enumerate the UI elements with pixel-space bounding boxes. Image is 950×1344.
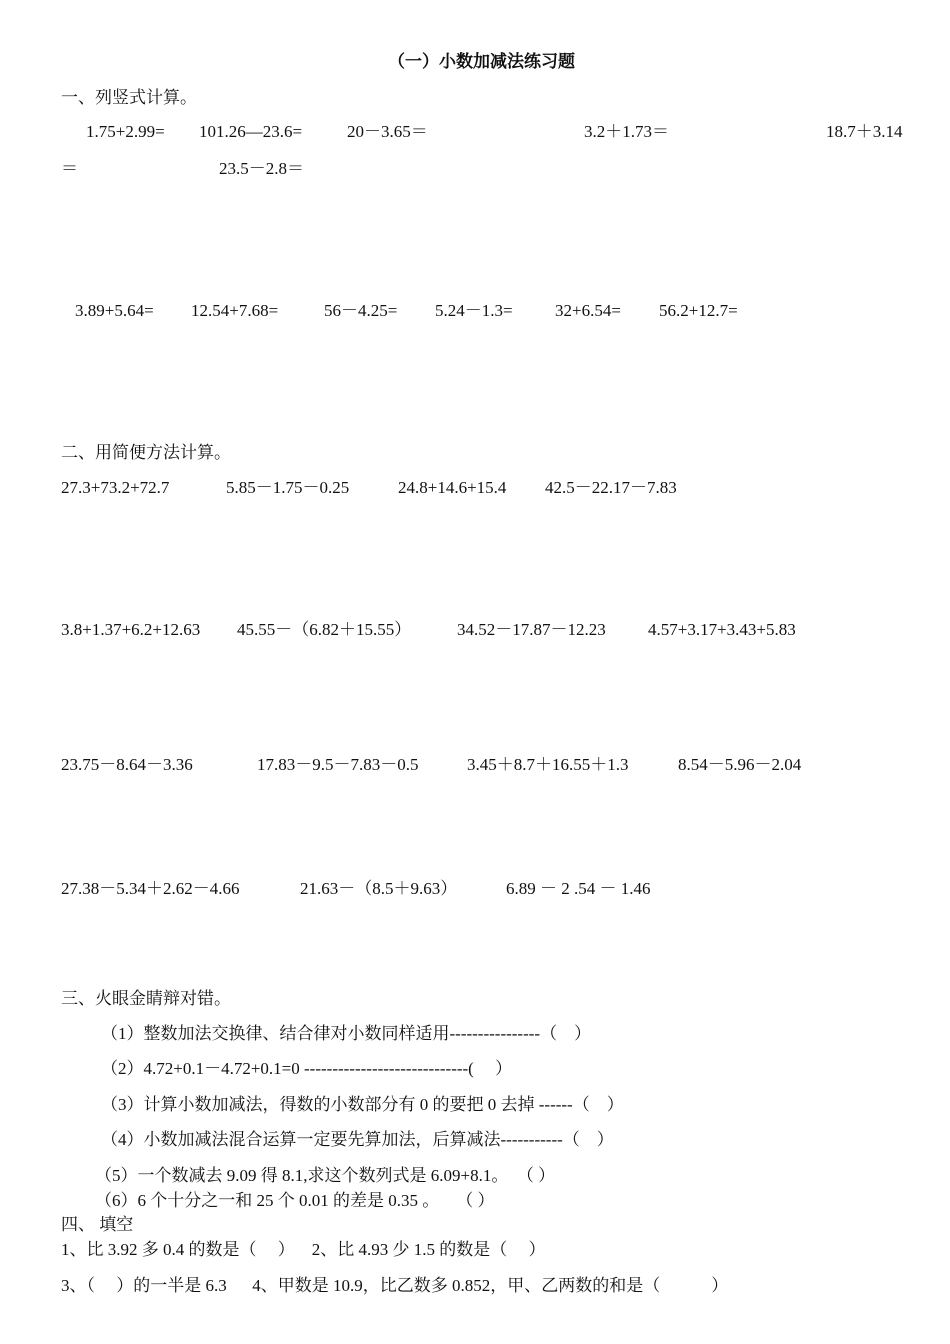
problem: 45.55－（6.82＋15.55） bbox=[237, 620, 412, 639]
true-false-item: （5）一个数减去 9.09 得 8.1,求这个数列式是 6.09+8.1。 （ ） bbox=[95, 1166, 556, 1185]
problem: 56－4.25= bbox=[324, 301, 398, 320]
fill-blank-line: 3、（ ）的一半是 6.3 4、甲数是 10.9，比乙数多 0.852，甲、乙两数的和是（ ） bbox=[61, 1276, 729, 1295]
problem: 20－3.65＝ bbox=[347, 122, 428, 141]
problem: 32+6.54= bbox=[555, 301, 621, 320]
section-2-heading: 二、用简便方法计算。 bbox=[61, 443, 231, 462]
section-4-heading: 四、 填空 bbox=[61, 1215, 134, 1234]
problem: 12.54+7.68= bbox=[191, 301, 279, 320]
problem: 101.26—23.6= bbox=[199, 122, 303, 141]
true-false-item: （1）整数加法交换律、结合律对小数同样适用----------------（ ） bbox=[101, 1024, 592, 1043]
problem: 3.45＋8.7＋16.55＋1.3 bbox=[467, 755, 629, 774]
problem: 4.57+3.17+3.43+5.83 bbox=[648, 620, 796, 639]
problem: 3.2＋1.73＝ bbox=[584, 122, 669, 141]
problem: 3.89+5.64= bbox=[75, 301, 154, 320]
problem-continuation: ＝ bbox=[61, 159, 78, 178]
problem: 34.52－17.87－12.23 bbox=[457, 620, 606, 639]
problem: 23.5－2.8＝ bbox=[219, 159, 304, 178]
section-1-heading: 一、列竖式计算。 bbox=[61, 88, 197, 107]
problem: 27.38－5.34＋2.62－4.66 bbox=[61, 879, 240, 898]
problem: 56.2+12.7= bbox=[659, 301, 738, 320]
problem: 8.54－5.96－2.04 bbox=[678, 755, 802, 774]
problem: 6.89 － 2 .54 － 1.46 bbox=[506, 879, 651, 898]
problem: 1.75+2.99= bbox=[86, 122, 165, 141]
true-false-item: （6）6 个十分之一和 25 个 0.01 的差是 0.35 。 （ ） bbox=[95, 1191, 495, 1210]
problem: 42.5－22.17－7.83 bbox=[545, 478, 677, 497]
problem: 3.8+1.37+6.2+12.63 bbox=[61, 620, 201, 639]
problem: 5.24－1.3= bbox=[435, 301, 513, 320]
problem: 21.63－（8.5＋9.63） bbox=[300, 879, 458, 898]
page-title: （一）小数加减法练习题 bbox=[388, 52, 575, 71]
true-false-item: （3）计算小数加减法，得数的小数部分有 0 的要把 0 去掉 ------（ ） bbox=[101, 1095, 624, 1114]
fill-blank-line: 1、比 3.92 多 0.4 的数是（ ） 2、比 4.93 少 1.5 的数是（ ） bbox=[61, 1240, 546, 1259]
problem: 17.83－9.5－7.83－0.5 bbox=[257, 755, 419, 774]
true-false-item: （4）小数加减法混合运算一定要先算加法，后算减法-----------（ ） bbox=[101, 1130, 614, 1149]
true-false-item: （2）4.72+0.1－4.72+0.1=0 -----------------------------( ） bbox=[101, 1059, 513, 1078]
section-3-heading: 三、火眼金睛辩对错。 bbox=[61, 989, 231, 1008]
problem: 18.7＋3.14 bbox=[826, 122, 903, 141]
problem: 27.3+73.2+72.7 bbox=[61, 478, 170, 497]
problem: 23.75－8.64－3.36 bbox=[61, 755, 193, 774]
problem: 24.8+14.6+15.4 bbox=[398, 478, 507, 497]
problem: 5.85－1.75－0.25 bbox=[226, 478, 350, 497]
